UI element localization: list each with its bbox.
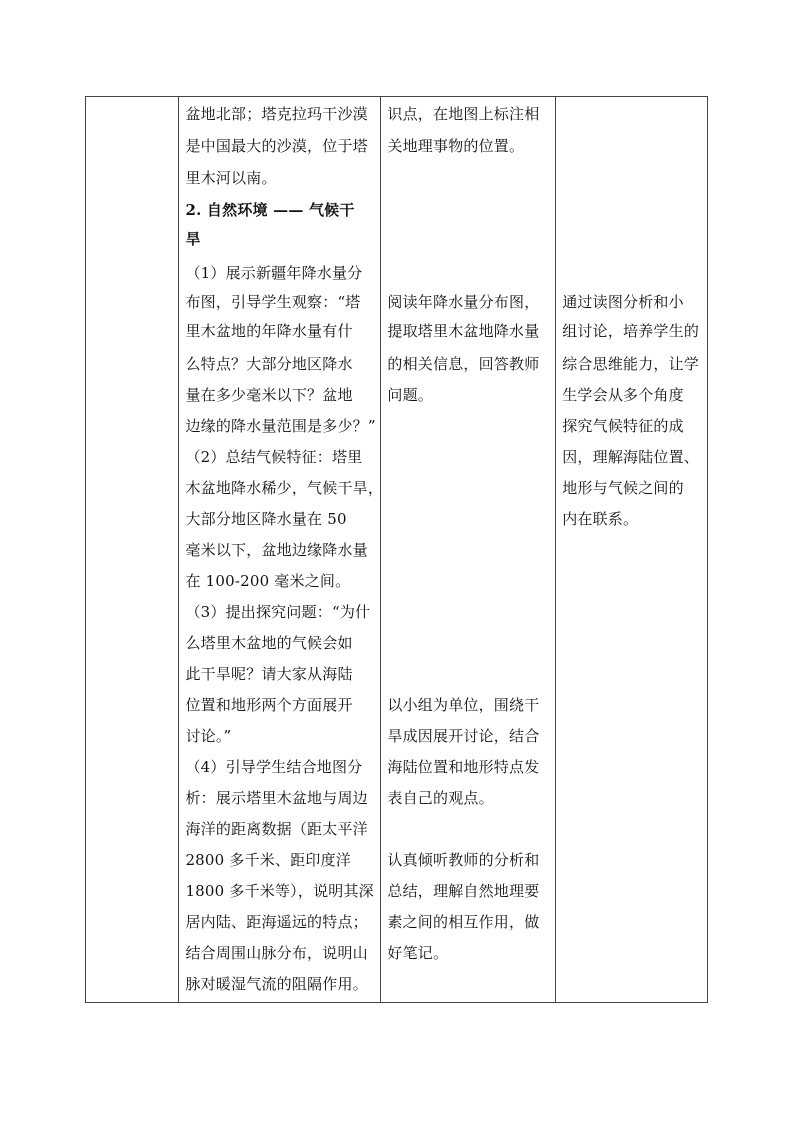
teacher-activity-line: 位置和地形两个方面展开	[185, 696, 353, 714]
student-activity-line: 的相关信息，回答教师	[387, 355, 540, 373]
design-intent-line: 内在联系。	[562, 510, 639, 528]
student-activity-line: 认真倾听教师的分析和	[387, 851, 540, 869]
teacher-activity-line: 布图，引导学生观察：“塔	[185, 293, 361, 311]
student-activity-line: 问题。	[387, 386, 434, 404]
teacher-activity-line: （3）提出探究问题：“为什	[185, 603, 371, 621]
design-intent-line: 通过读图分析和小	[562, 293, 684, 311]
design-intent-line: 探究气候特征的成	[562, 417, 684, 435]
design-intent-line: 组讨论，培养学生的	[562, 322, 700, 340]
teacher-activity-line: （2）总结气候特征：塔里	[185, 448, 363, 466]
teacher-activity-line: 1800 多千米等），说明其深	[185, 882, 374, 900]
teacher-activity-line: 边缘的降水量范围是多少？”	[185, 417, 376, 435]
section-heading: 旱	[185, 230, 201, 248]
student-activity-line: 识点，在地图上标注相	[387, 105, 540, 123]
design-intent-cell	[556, 97, 708, 1003]
teacher-activity-line: 木盆地降水稀少，气候干旱，	[185, 479, 384, 497]
student-activity-line: 关地理事物的位置。	[387, 137, 525, 155]
design-intent-line: 因，理解海陆位置、	[562, 448, 700, 466]
teacher-activity-cell	[179, 97, 384, 1003]
teacher-activity-line: 么特点？大部分地区降水	[185, 355, 353, 373]
lesson-plan-table	[85, 96, 708, 1003]
student-activity-line: 总结，理解自然地理要	[387, 882, 540, 900]
teacher-activity-line: 大部分地区降水量在 50	[185, 510, 347, 528]
student-activity-line: 以小组为单位，围绕干	[387, 696, 540, 714]
table-row	[86, 97, 708, 1003]
teacher-activity-line: 析：展示塔里木盆地与周边	[185, 789, 368, 807]
student-activity-line: 海陆位置和地形特点发	[387, 758, 540, 776]
teacher-activity-line: 居内陆、距海遥远的特点；	[185, 913, 368, 931]
student-activity-cell	[381, 97, 556, 1003]
teacher-activity-line: （4）引导学生结合地图分	[185, 758, 363, 776]
student-activity-line: 表自己的观点。	[387, 789, 494, 807]
teacher-activity-line: 里木河以南。	[185, 169, 277, 187]
section-heading: 2. 自然环境 —— 气候干	[185, 201, 355, 219]
teacher-activity-line: 此干旱呢？请大家从海陆	[185, 665, 353, 683]
teacher-activity-line: 里木盆地的年降水量有什	[185, 322, 353, 340]
design-intent-line: 综合思维能力，让学	[562, 355, 700, 373]
teacher-activity-line: 盆地北部；塔克拉玛干沙漠	[185, 105, 368, 123]
student-activity-line: 好笔记。	[387, 944, 449, 962]
student-activity-line: 旱成因展开讨论，结合	[387, 727, 540, 745]
teacher-activity-line: 是中国最大的沙漠，位于塔	[185, 137, 368, 155]
teacher-activity-line: 讨论。”	[185, 727, 232, 745]
teacher-activity-line: 量在多少毫米以下？盆地	[185, 386, 353, 404]
student-activity-line: 素之间的相互作用，做	[387, 913, 540, 931]
teacher-activity-line: 海洋的距离数据（距太平洋	[185, 820, 368, 838]
student-activity-line: 提取塔里木盆地降水量	[387, 322, 540, 340]
teacher-activity-line: 结合周围山脉分布，说明山	[185, 944, 368, 962]
teacher-activity-line: 么塔里木盆地的气候会如	[185, 634, 353, 652]
design-intent-line: 地形与气候之间的	[562, 479, 684, 497]
teacher-activity-line: 毫米以下，盆地边缘降水量	[185, 541, 368, 559]
student-activity-line: 阅读年降水量分布图，	[387, 293, 540, 311]
teacher-activity-line: 在 100-200 毫米之间。	[185, 572, 351, 590]
teacher-activity-line: 2800 多千米、距印度洋	[185, 851, 351, 869]
design-intent-line: 生学会从多个角度	[562, 386, 684, 404]
teacher-activity-line: 脉对暖湿气流的阻隔作用。	[185, 975, 368, 993]
teacher-activity-line: （1）展示新疆年降水量分	[185, 264, 363, 282]
stage-cell	[86, 97, 179, 1003]
